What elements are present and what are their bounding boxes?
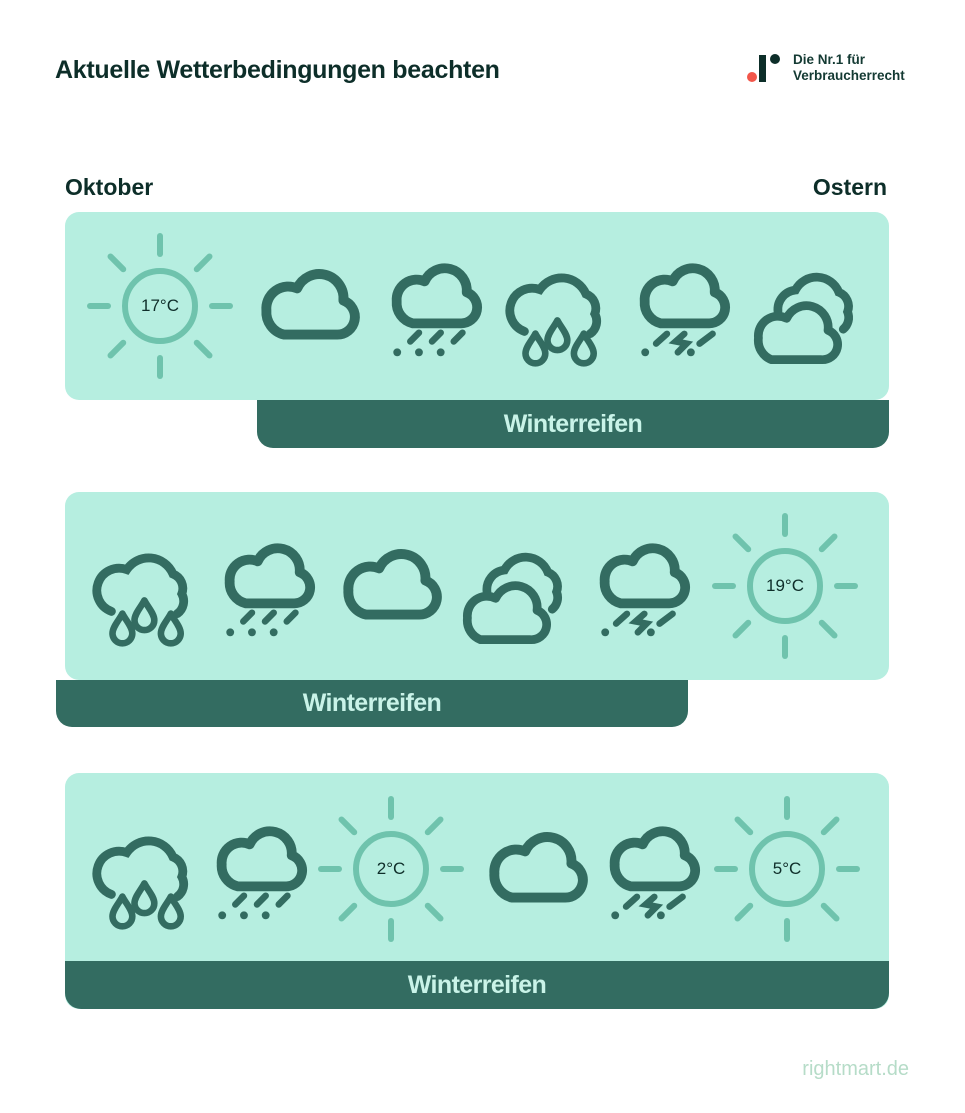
sun-icon xyxy=(321,799,461,944)
cloud-storm-icon xyxy=(625,261,735,366)
sun-temperature-label: 17°C xyxy=(141,296,179,315)
winter-tire-bar-3 xyxy=(65,961,889,1009)
cloud-sleet-icon xyxy=(377,261,487,366)
sun-temperature-label: 2°C xyxy=(376,859,406,878)
sun-icon xyxy=(90,236,230,381)
cloud-storm-icon xyxy=(585,541,695,646)
cloud-sleet-icon xyxy=(202,824,312,929)
sun-icon xyxy=(715,516,855,661)
cloud-rain-drops-icon xyxy=(498,261,608,376)
cloud-rain-drops-icon xyxy=(85,541,195,656)
logo-tagline-line2: Verbraucherrecht xyxy=(793,68,905,83)
cloud-icon xyxy=(251,266,361,351)
logo-tagline-line1: Die Nr.1 für xyxy=(793,52,866,67)
winter-tire-bar-2 xyxy=(56,680,688,727)
winter-tire-bar-1 xyxy=(257,400,889,448)
sun-icon xyxy=(717,799,857,944)
winter-tire-label: Winterreifen xyxy=(407,971,547,999)
sun-temperature-label: 19°C xyxy=(766,576,804,595)
winter-tire-label: Winterreifen xyxy=(503,410,643,438)
double-cloud-icon xyxy=(452,544,572,649)
brand-logo xyxy=(746,52,926,92)
cloud-icon xyxy=(479,829,589,914)
logo-mark-icon xyxy=(746,52,782,86)
timeline-end-label: Ostern xyxy=(812,174,887,200)
winter-tire-label: Winterreifen xyxy=(302,689,442,717)
cloud-icon xyxy=(333,546,443,631)
page-title: Aktuelle Wetterbedingungen beachten xyxy=(55,56,500,84)
double-cloud-icon xyxy=(743,264,863,369)
timeline-start-label: Oktober xyxy=(65,174,154,200)
footer-brand: rightmart.de xyxy=(802,1058,909,1080)
cloud-sleet-icon xyxy=(210,541,320,646)
cloud-rain-drops-icon xyxy=(85,824,195,939)
cloud-storm-icon xyxy=(595,824,705,929)
sun-temperature-label: 5°C xyxy=(772,859,802,878)
